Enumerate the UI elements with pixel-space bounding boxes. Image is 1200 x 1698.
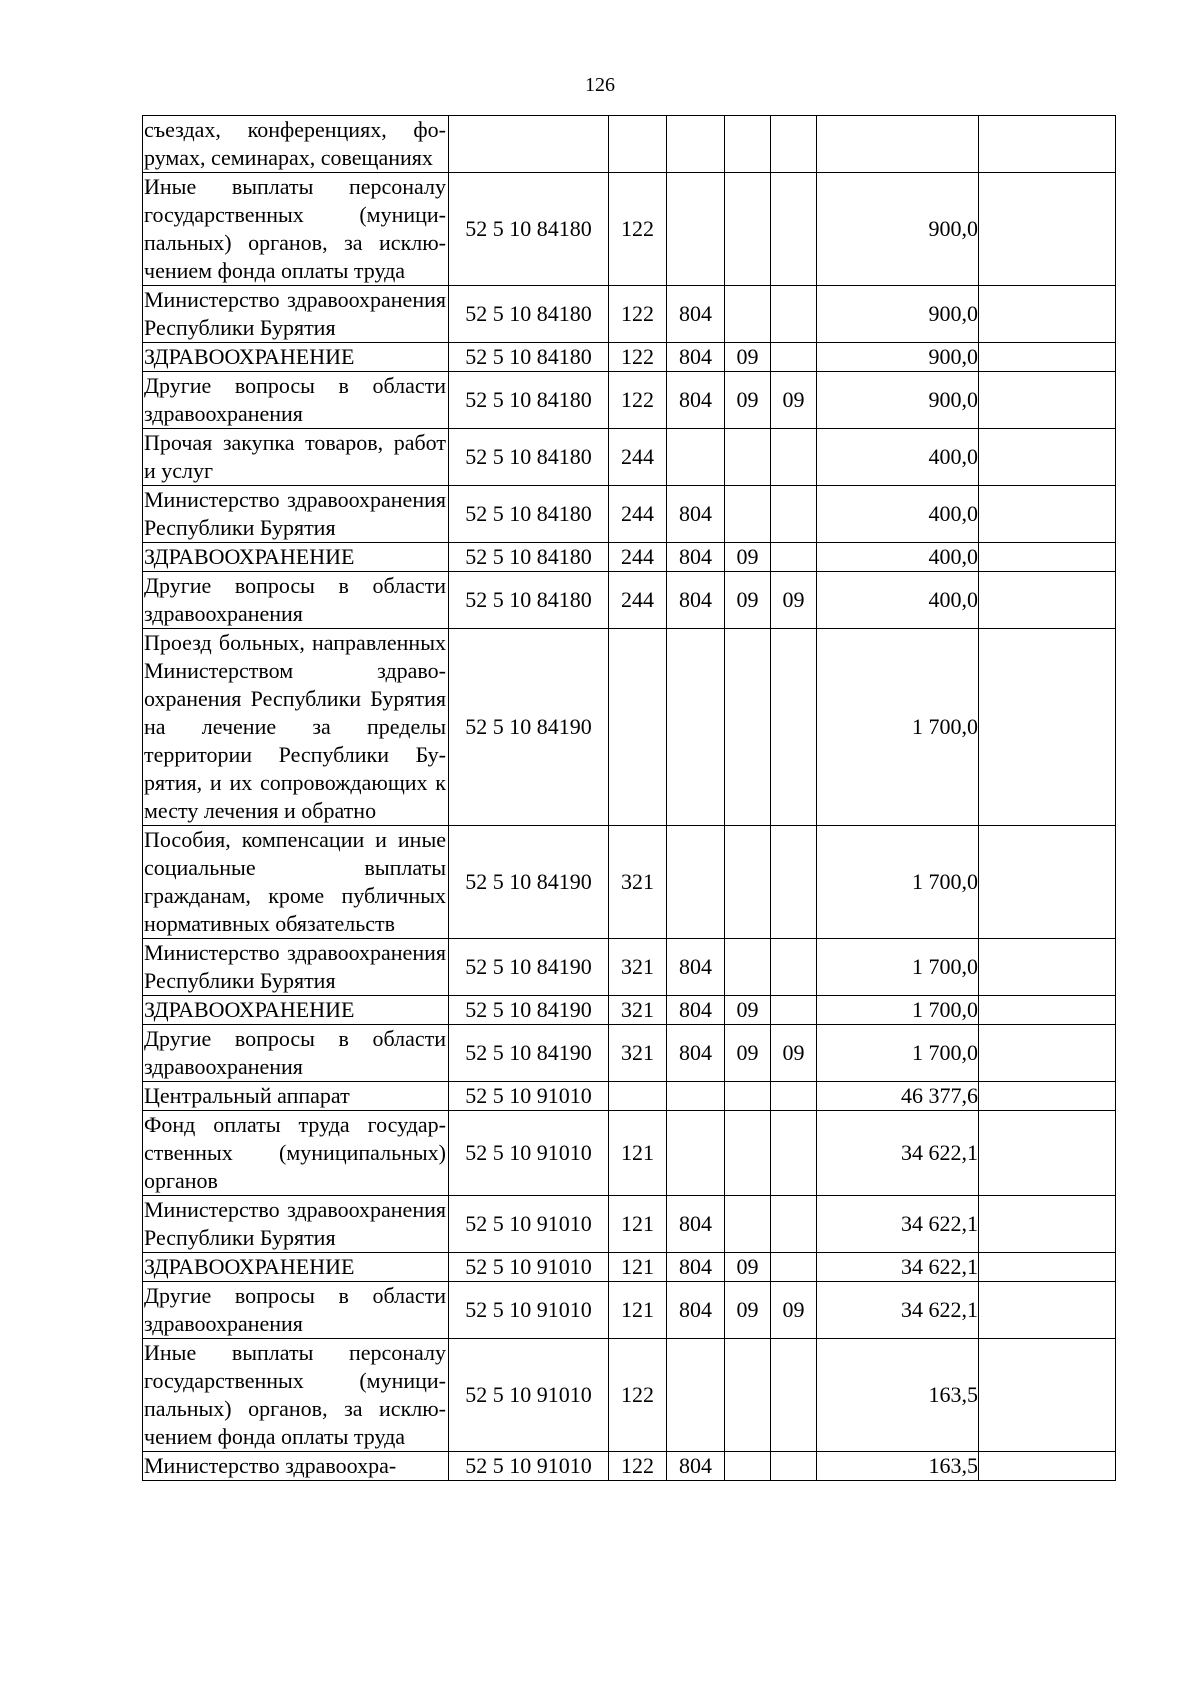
item-name-cell: Министерство здравоохранения Республики Бурятия (143, 286, 449, 343)
item-name-cell: Пособия, компенсации и иные социальные выплаты гражданам, кроме публичных нормативных обязательств (143, 826, 449, 939)
item-name-cell: Другие вопросы в области здравоохранения (143, 1025, 449, 1082)
ministry-code-cell: 804 (667, 343, 725, 372)
subsection-cell (771, 1339, 817, 1452)
empty-cell (979, 572, 1116, 629)
target-article-cell: 52 5 10 91010 (449, 1082, 609, 1111)
ministry-code-cell (667, 1339, 725, 1452)
expense-type-cell: 122 (609, 372, 667, 429)
subsection-cell: 09 (771, 372, 817, 429)
empty-cell (979, 939, 1116, 996)
empty-cell (979, 996, 1116, 1025)
amount-cell: 400,0 (817, 543, 979, 572)
table-row (143, 543, 1116, 572)
expense-type-cell: 244 (609, 572, 667, 629)
amount-cell: 1 700,0 (817, 826, 979, 939)
section-cell (725, 173, 771, 286)
subsection-cell (771, 1196, 817, 1253)
ministry-code-cell (667, 429, 725, 486)
ministry-code-cell (667, 629, 725, 826)
target-article-cell: 52 5 10 91010 (449, 1253, 609, 1282)
empty-cell (979, 1282, 1116, 1339)
table-row (143, 486, 1116, 543)
amount-cell: 34 622,1 (817, 1282, 979, 1339)
table-row (143, 343, 1116, 372)
target-article-cell: 52 5 10 84180 (449, 486, 609, 543)
budget-table-body (143, 116, 1116, 1481)
target-article-cell: 52 5 10 84190 (449, 1025, 609, 1082)
empty-cell (979, 1025, 1116, 1082)
amount-cell: 34 622,1 (817, 1196, 979, 1253)
section-cell: 09 (725, 572, 771, 629)
expense-type-cell (609, 629, 667, 826)
subsection-cell (771, 486, 817, 543)
target-article-cell: 52 5 10 84180 (449, 543, 609, 572)
section-cell (725, 1082, 771, 1111)
target-article-cell: 52 5 10 84180 (449, 343, 609, 372)
target-article-cell: 52 5 10 84190 (449, 826, 609, 939)
item-name-cell: Проезд больных, направленных Министерством здравоохранения Республики Бурятия на лечение за пределы территории Республики Бурятия, и их сопровождающих к месту лечения и обратно (143, 629, 449, 826)
amount-cell: 900,0 (817, 343, 979, 372)
expense-type-cell (609, 1082, 667, 1111)
amount-cell (817, 116, 979, 173)
empty-cell (979, 1082, 1116, 1111)
section-cell (725, 629, 771, 826)
table-row (143, 1339, 1116, 1452)
empty-cell (979, 486, 1116, 543)
section-cell (725, 1111, 771, 1196)
subsection-cell: 09 (771, 572, 817, 629)
subsection-cell (771, 939, 817, 996)
amount-cell: 400,0 (817, 429, 979, 486)
table-row (143, 629, 1116, 826)
empty-cell (979, 116, 1116, 173)
section-cell: 09 (725, 1282, 771, 1339)
expense-type-cell: 321 (609, 939, 667, 996)
empty-cell (979, 1339, 1116, 1452)
table-row (143, 1196, 1116, 1253)
ministry-code-cell (667, 1082, 725, 1111)
subsection-cell (771, 826, 817, 939)
section-cell (725, 286, 771, 343)
table-row (143, 826, 1116, 939)
amount-cell: 163,5 (817, 1339, 979, 1452)
table-row (143, 1452, 1116, 1481)
expense-type-cell: 122 (609, 173, 667, 286)
ministry-code-cell: 804 (667, 1025, 725, 1082)
item-name-cell: Фонд оплаты труда государственных (муниципальных) органов (143, 1111, 449, 1196)
empty-cell (979, 1196, 1116, 1253)
item-name-cell: Другие вопросы в области здравоохранения (143, 372, 449, 429)
section-cell (725, 1339, 771, 1452)
expense-type-cell: 244 (609, 429, 667, 486)
amount-cell: 46 377,6 (817, 1082, 979, 1111)
table-row (143, 1082, 1116, 1111)
item-name-cell: Другие вопросы в области здравоохранения (143, 1282, 449, 1339)
empty-cell (979, 1253, 1116, 1282)
subsection-cell (771, 543, 817, 572)
empty-cell (979, 1111, 1116, 1196)
ministry-code-cell (667, 173, 725, 286)
target-article-cell: 52 5 10 84180 (449, 372, 609, 429)
amount-cell: 900,0 (817, 372, 979, 429)
item-name-cell: Иные выплаты персоналу государственных (муниципальных) органов, за исключением фонда оплаты труда (143, 173, 449, 286)
section-cell: 09 (725, 1025, 771, 1082)
ministry-code-cell: 804 (667, 286, 725, 343)
subsection-cell (771, 1452, 817, 1481)
target-article-cell: 52 5 10 91010 (449, 1196, 609, 1253)
amount-cell: 900,0 (817, 173, 979, 286)
section-cell (725, 429, 771, 486)
expense-type-cell: 121 (609, 1111, 667, 1196)
subsection-cell (771, 429, 817, 486)
ministry-code-cell: 804 (667, 486, 725, 543)
table-row (143, 1253, 1116, 1282)
subsection-cell (771, 343, 817, 372)
section-cell (725, 116, 771, 173)
amount-cell: 1 700,0 (817, 996, 979, 1025)
empty-cell (979, 173, 1116, 286)
item-name-cell: ЗДРАВООХРАНЕНИЕ (143, 543, 449, 572)
table-row (143, 286, 1116, 343)
item-name-cell: съездах, конференциях, форумах, семинарах, совещаниях (143, 116, 449, 173)
section-cell: 09 (725, 996, 771, 1025)
target-article-cell: 52 5 10 91010 (449, 1339, 609, 1452)
amount-cell: 1 700,0 (817, 629, 979, 826)
table-row (143, 173, 1116, 286)
subsection-cell (771, 1111, 817, 1196)
amount-cell: 34 622,1 (817, 1253, 979, 1282)
amount-cell: 900,0 (817, 286, 979, 343)
empty-cell (979, 543, 1116, 572)
table-row (143, 572, 1116, 629)
ministry-code-cell: 804 (667, 572, 725, 629)
expense-type-cell: 122 (609, 286, 667, 343)
expense-type-cell: 122 (609, 1452, 667, 1481)
empty-cell (979, 286, 1116, 343)
target-article-cell: 52 5 10 91010 (449, 1282, 609, 1339)
subsection-cell: 09 (771, 1025, 817, 1082)
amount-cell: 1 700,0 (817, 939, 979, 996)
ministry-code-cell (667, 826, 725, 939)
ministry-code-cell: 804 (667, 372, 725, 429)
item-name-cell: Прочая закупка товаров, работ и услуг (143, 429, 449, 486)
page-number: 126 (585, 74, 615, 96)
expense-type-cell: 244 (609, 486, 667, 543)
section-cell (725, 939, 771, 996)
ministry-code-cell: 804 (667, 996, 725, 1025)
amount-cell: 400,0 (817, 486, 979, 543)
empty-cell (979, 429, 1116, 486)
amount-cell: 1 700,0 (817, 1025, 979, 1082)
ministry-code-cell (667, 116, 725, 173)
ministry-code-cell: 804 (667, 939, 725, 996)
subsection-cell (771, 629, 817, 826)
table-row (143, 429, 1116, 486)
subsection-cell (771, 996, 817, 1025)
item-name-cell: Министерство здравоохранения Республики Бурятия (143, 486, 449, 543)
ministry-code-cell (667, 1111, 725, 1196)
subsection-cell: 09 (771, 1282, 817, 1339)
target-article-cell: 52 5 10 84180 (449, 286, 609, 343)
subsection-cell (771, 116, 817, 173)
target-article-cell: 52 5 10 91010 (449, 1111, 609, 1196)
item-name-cell: Иные выплаты персоналу государственных (муниципальных) органов, за исключением фонда оплаты труда (143, 1339, 449, 1452)
section-cell: 09 (725, 1253, 771, 1282)
section-cell (725, 1452, 771, 1481)
item-name-cell: ЗДРАВООХРАНЕНИЕ (143, 1253, 449, 1282)
subsection-cell (771, 1082, 817, 1111)
target-article-cell: 52 5 10 84180 (449, 173, 609, 286)
ministry-code-cell: 804 (667, 1452, 725, 1481)
empty-cell (979, 629, 1116, 826)
section-cell (725, 486, 771, 543)
section-cell: 09 (725, 343, 771, 372)
table-row (143, 1282, 1116, 1339)
expense-type-cell: 122 (609, 1339, 667, 1452)
expense-type-cell: 122 (609, 343, 667, 372)
amount-cell: 163,5 (817, 1452, 979, 1481)
target-article-cell (449, 116, 609, 173)
ministry-code-cell: 804 (667, 1253, 725, 1282)
empty-cell (979, 1452, 1116, 1481)
expense-type-cell: 321 (609, 1025, 667, 1082)
expense-type-cell: 121 (609, 1282, 667, 1339)
ministry-code-cell: 804 (667, 543, 725, 572)
table-row (143, 372, 1116, 429)
target-article-cell: 52 5 10 84190 (449, 996, 609, 1025)
ministry-code-cell: 804 (667, 1196, 725, 1253)
section-cell (725, 826, 771, 939)
item-name-cell: Другие вопросы в области здравоохранения (143, 572, 449, 629)
amount-cell: 34 622,1 (817, 1111, 979, 1196)
table-row (143, 116, 1116, 173)
expense-type-cell: 121 (609, 1196, 667, 1253)
expense-type-cell (609, 116, 667, 173)
section-cell: 09 (725, 372, 771, 429)
empty-cell (979, 372, 1116, 429)
subsection-cell (771, 1253, 817, 1282)
empty-cell (979, 826, 1116, 939)
table-row (143, 996, 1116, 1025)
section-cell (725, 1196, 771, 1253)
empty-cell (979, 343, 1116, 372)
subsection-cell (771, 173, 817, 286)
budget-table (142, 115, 1116, 1481)
target-article-cell: 52 5 10 91010 (449, 1452, 609, 1481)
table-row (143, 939, 1116, 996)
table-row (143, 1025, 1116, 1082)
target-article-cell: 52 5 10 84180 (449, 429, 609, 486)
item-name-cell: Центральный аппарат (143, 1082, 449, 1111)
table-row (143, 1111, 1116, 1196)
expense-type-cell: 321 (609, 996, 667, 1025)
item-name-cell: Министерство здравоохра- (143, 1452, 449, 1481)
expense-type-cell: 244 (609, 543, 667, 572)
target-article-cell: 52 5 10 84190 (449, 939, 609, 996)
item-name-cell: Министерство здравоохранения Республики Бурятия (143, 1196, 449, 1253)
target-article-cell: 52 5 10 84180 (449, 572, 609, 629)
amount-cell: 400,0 (817, 572, 979, 629)
section-cell: 09 (725, 543, 771, 572)
target-article-cell: 52 5 10 84190 (449, 629, 609, 826)
expense-type-cell: 321 (609, 826, 667, 939)
ministry-code-cell: 804 (667, 1282, 725, 1339)
item-name-cell: ЗДРАВООХРАНЕНИЕ (143, 996, 449, 1025)
item-name-cell: Министерство здравоохранения Республики Бурятия (143, 939, 449, 996)
item-name-cell: ЗДРАВООХРАНЕНИЕ (143, 343, 449, 372)
expense-type-cell: 121 (609, 1253, 667, 1282)
subsection-cell (771, 286, 817, 343)
